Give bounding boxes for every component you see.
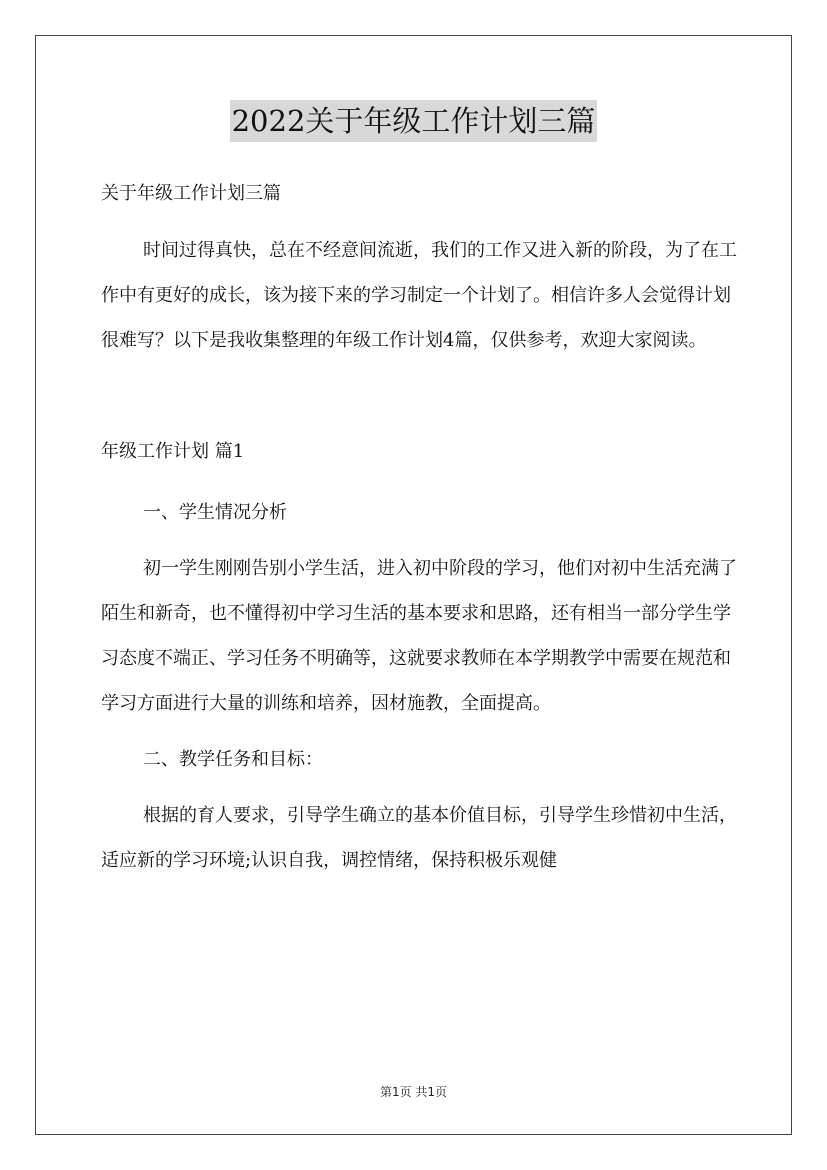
- document-title: 2022关于年级工作计划三篇: [230, 100, 598, 142]
- item1-body: 初一学生刚刚告别小学生活，进入初中阶段的学习，他们对初中生活充满了陌生和新奇，也不懂得初中学习生活的基本要求和思路，还有相当一部分学生学习态度不端正、学习任务不明确等，这就要求教师在本学期教学中需要在规范和学习方面进行大量的训练和培养，因材施教，全面提高。: [101, 558, 737, 714]
- document-subtitle: 关于年级工作计划三篇: [101, 183, 281, 204]
- title-container: [0, 100, 827, 142]
- page-footer: 第1页 共1页: [379, 1085, 448, 1099]
- intro-paragraph: 时间过得真快，总在不经意间流逝，我们的工作又进入新的阶段，为了在工作中有更好的成长，该为接下来的学习制定一个计划了。相信许多人会觉得计划很难写？以下是我收集整理的年级工作计划4篇，仅供参考，欢迎大家阅读。: [101, 240, 737, 351]
- item2-heading: 二、教学任务和目标：: [143, 749, 323, 770]
- item2-body: 根据的育人要求，引导学生确立的基本价值目标，引导学生珍惜初中生活，适应新的学习环境;认识自我，调控情绪，保持积极乐观健: [101, 805, 737, 871]
- section-spacer: [101, 363, 741, 436]
- document-body: [101, 178, 741, 894]
- section-heading: 年级工作计划 篇1: [101, 441, 245, 462]
- item1-heading: 一、学生情况分析: [143, 502, 287, 523]
